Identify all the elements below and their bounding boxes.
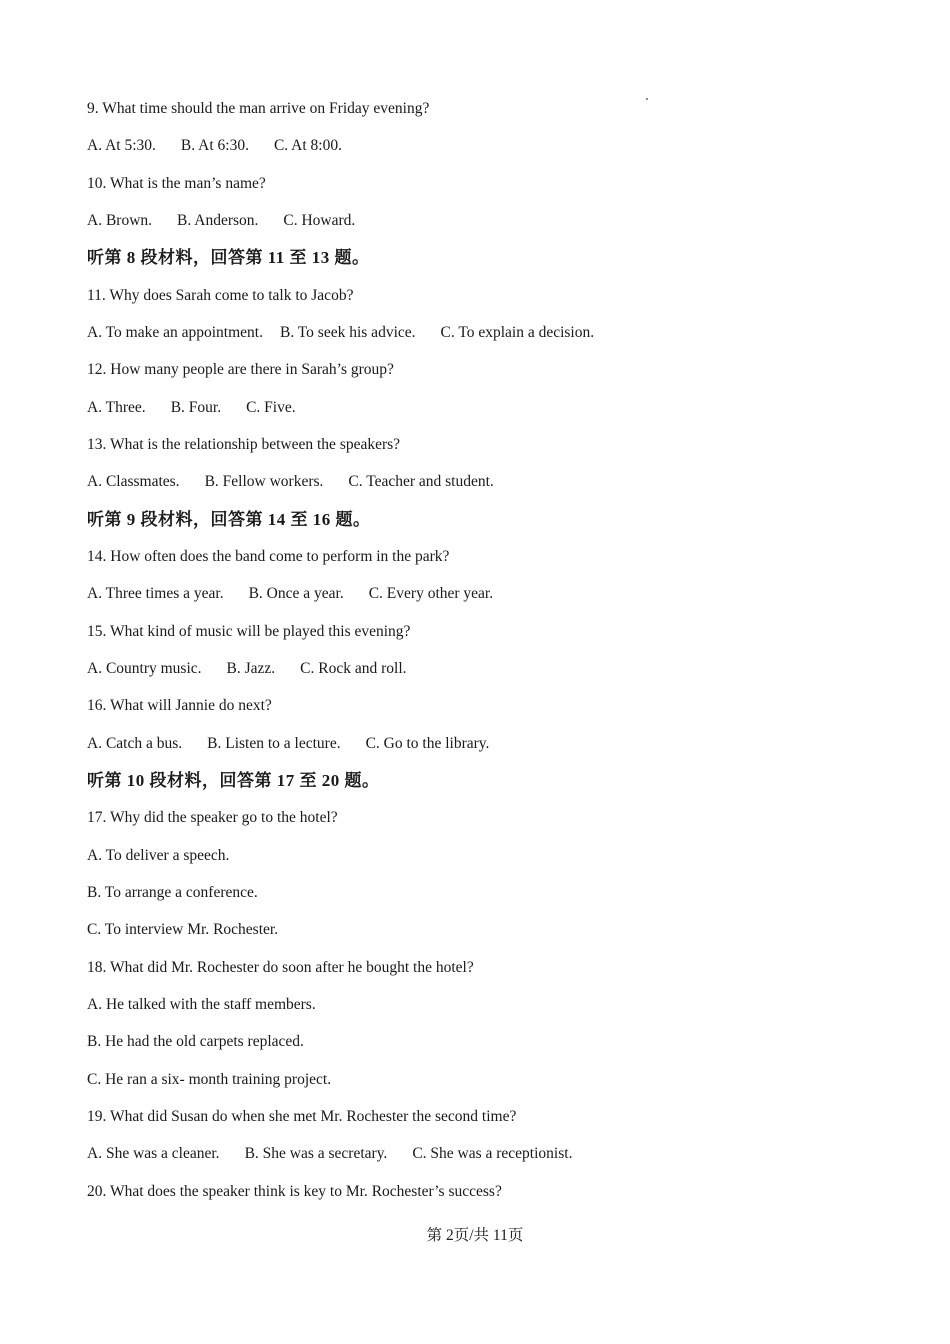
question-16: 16. What will Jannie do next? [87,697,272,714]
option-13a: A. Classmates. [87,473,180,490]
option-19b: B. She was a secretary. [244,1145,388,1162]
section-heading-8: 听第 8 段材料，回答第 11 至 13 题。 [87,248,370,267]
options-15 [87,659,407,679]
option-9b: B. At 6:30. [180,137,249,154]
option-17a: A. To deliver a speech. [87,847,230,864]
option-12c: C. Five. [246,399,296,416]
option-18b: B. He had the old carpets replaced. [87,1033,304,1050]
question-20: 20. What does the speaker think is key to Mr. Rochester’s success? [87,1183,502,1200]
options-9 [87,136,342,156]
option-17b: B. To arrange a conference. [87,884,258,901]
options-19 [87,1144,572,1164]
option-14a: A. Three times a year. [87,585,224,602]
option-11a: A. To make an appointment. [87,324,263,341]
option-13b: B. Fellow workers. [204,473,324,490]
option-18c: C. He ran a six- month training project. [87,1071,332,1088]
question-11: 11. Why does Sarah come to talk to Jacob? [87,287,354,304]
section-heading-9: 听第 9 段材料，回答第 14 至 16 题。 [87,510,371,529]
options-12 [87,398,296,418]
option-14b: B. Once a year. [248,585,344,602]
option-16a: A. Catch a bus. [87,735,183,752]
option-17c: C. To interview Mr. Rochester. [87,921,279,938]
option-16c: C. Go to the library. [365,735,490,752]
question-15: 15. What kind of music will be played this evening? [87,623,411,640]
option-15c: C. Rock and roll. [300,660,407,677]
option-15b: B. Jazz. [226,660,276,677]
question-10: 10. What is the man’s name? [87,175,266,192]
option-10a: A. Brown. [87,212,153,229]
option-9a: A. At 5:30. [87,137,156,154]
section-heading-10: 听第 10 段材料，回答第 17 至 20 题。 [87,771,380,790]
option-9c: C. At 8:00. [273,137,342,154]
option-16b: B. Listen to a lecture. [207,735,341,752]
option-12a: A. Three. [87,399,146,416]
question-14: 14. How often does the band come to perform in the park? [87,548,450,565]
option-19c: C. She was a receptionist. [412,1145,573,1162]
option-13c: C. Teacher and student. [348,473,494,490]
options-10 [87,211,355,231]
options-16 [87,734,489,754]
question-18: 18. What did Mr. Rochester do soon after he bought the hotel? [87,959,474,976]
option-18a: A. He talked with the staff members. [87,996,316,1013]
options-13 [87,472,494,492]
option-11b: B. To seek his advice. [279,324,416,341]
question-19: 19. What did Susan do when she met Mr. Rochester the second time? [87,1108,517,1125]
option-14c: C. Every other year. [368,585,494,602]
question-13: 13. What is the relationship between the speakers? [87,436,401,453]
option-10b: B. Anderson. [177,212,259,229]
option-11c: C. To explain a decision. [440,324,595,341]
options-11 [87,323,594,343]
option-19a: A. She was a cleaner. [87,1145,220,1162]
question-9: 9. What time should the man arrive on Friday evening? [87,100,430,117]
option-10c: C. Howard. [283,212,356,229]
option-15a: A. Country music. [87,660,202,677]
option-12b: B. Four. [170,399,222,416]
options-14 [87,584,493,604]
scan-speck [646,98,648,100]
question-12: 12. How many people are there in Sarah’s group? [87,361,394,378]
page-number-footer: 第 2页/共 11页 [426,1227,524,1244]
question-17: 17. Why did the speaker go to the hotel? [87,809,338,826]
